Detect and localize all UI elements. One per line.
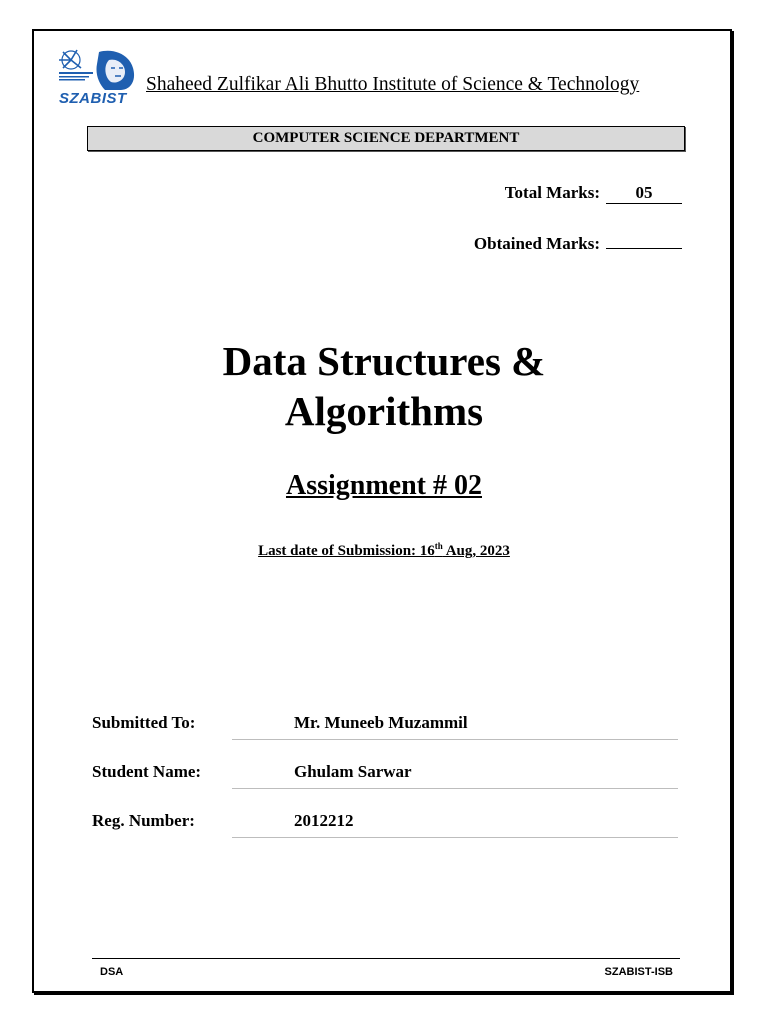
reg-number-row bbox=[92, 809, 678, 839]
submitted-to-label: Submitted To: bbox=[92, 713, 196, 732]
footer-campus: SZABIST-ISB bbox=[604, 966, 673, 978]
submitted-to-row bbox=[92, 711, 678, 741]
submission-suffix: Aug, 2023 bbox=[442, 543, 510, 559]
submission-prefix: Last date of Submission: 16 bbox=[258, 543, 435, 559]
reg-number-rule bbox=[232, 837, 678, 838]
footer-divider bbox=[92, 958, 680, 959]
total-marks-label: Total Marks: bbox=[504, 183, 600, 202]
student-name-rule bbox=[232, 788, 678, 789]
logo-wordmark: SZABIST bbox=[59, 90, 127, 107]
page-border bbox=[32, 29, 732, 993]
submitted-to-rule bbox=[232, 739, 678, 740]
reg-number-label: Reg. Number: bbox=[92, 811, 195, 830]
footer-course-code: DSA bbox=[100, 966, 124, 978]
course-title bbox=[0, 336, 768, 436]
submission-superscript: th bbox=[434, 541, 443, 551]
course-title-line-2: Algorithms bbox=[284, 388, 484, 434]
submitted-to-value: Mr. Muneeb Muzammil bbox=[294, 713, 468, 732]
assignment-number: Assignment # 02 bbox=[285, 470, 482, 501]
reg-number-value: 2012212 bbox=[294, 811, 354, 830]
student-name-row bbox=[92, 760, 678, 790]
obtained-marks-value bbox=[606, 228, 682, 249]
institute-name: Shaheed Zulfikar Ali Bhutto Institute of Science & Technology bbox=[146, 74, 640, 95]
total-marks-value: 05 bbox=[606, 183, 682, 204]
obtained-marks-label: Obtained Marks: bbox=[473, 234, 600, 253]
student-name-value: Ghulam Sarwar bbox=[294, 762, 412, 781]
department-banner bbox=[87, 126, 685, 151]
submission-deadline bbox=[0, 541, 768, 560]
department-name: COMPUTER SCIENCE DEPARTMENT bbox=[252, 130, 520, 146]
total-marks-row bbox=[505, 183, 682, 204]
student-name-label: Student Name: bbox=[92, 762, 202, 781]
obtained-marks-row bbox=[474, 228, 682, 254]
course-title-line-1: Data Structures & bbox=[222, 338, 546, 384]
